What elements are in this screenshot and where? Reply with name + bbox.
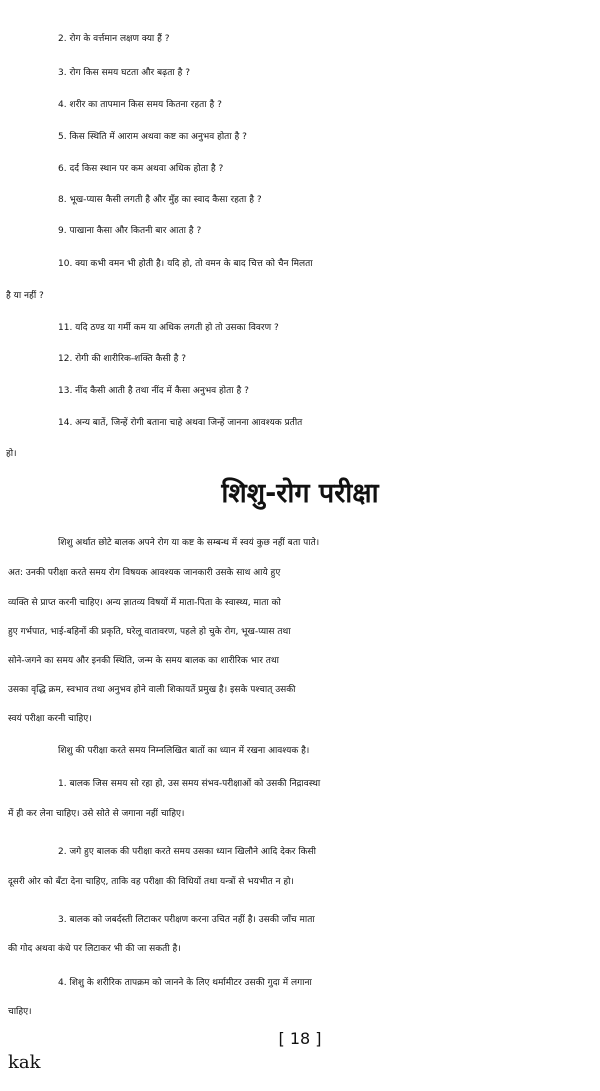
question-line: 10. क्या कभी वमन भी होती है। यदि हो, तो वमन के बाद चित्त को चैन मिलता [58, 259, 313, 269]
page-number: [ 18 ] [278, 1029, 322, 1048]
question-line: 3. रोग किस समय घटता और बढ़ता है ? [58, 68, 190, 78]
question-line: 12. रोगी की शारीरिक-शक्ति कैसी है ? [58, 354, 187, 364]
section-heading: शिशु-रोग परीक्षा [221, 478, 379, 509]
paragraph-line: सोने-जगने का समय और इनकी स्थिति, जन्म के समय बालक का शारीरिक भार तथा [8, 656, 279, 666]
question-line: 14. अन्य बातें, जिन्हें रोगी बताना चाहे अथवा जिन्हें जानना आवश्यक प्रतीत [58, 418, 303, 428]
question-line: 4. शरीर का तापमान किस समय कितना रहता है ? [58, 100, 222, 110]
point-line: की गोद अथवा कंधे पर लिटाकर भी की जा सकती है। [8, 944, 181, 954]
corner-mark: kak [8, 1052, 41, 1073]
point-line: 3. बालक को जबर्दस्ती लिटाकर परीक्षण करना उचित नहीं है। उसकी जाँच माता [58, 915, 315, 925]
point-line: दूसरी ओर को बँटा देना चाहिए, ताकि वह परीक्षा की विधियों तथा यन्त्रों से भयभीत न हो। [8, 877, 294, 887]
question-line: हो। [6, 449, 17, 459]
paragraph-line: स्वयं परीक्षा करनी चाहिए। [8, 714, 92, 724]
question-line: 6. दर्द किस स्थान पर कम अथवा अधिक होता है ? [58, 164, 224, 174]
question-line: 8. भूख-प्यास कैसी लगती है और मुँह का स्वाद कैसा रहता है ? [58, 195, 262, 205]
paragraph-line: हुए गर्भपात, भाई-बहिनों की प्रकृति, घरेलू वातावरण, पहले हो चुके रोग, भूख-प्यास तथा [8, 627, 291, 637]
paragraph-line: शिशु की परीक्षा करते समय निम्नलिखित बातों का ध्यान में रखना आवश्यक है। [58, 746, 310, 756]
question-line: 2. रोग के वर्त्तमान लक्षण क्या हैं ? [58, 34, 170, 44]
point-line: चाहिए। [8, 1007, 32, 1017]
paragraph-line: उसका वृद्धि क्रम, स्वभाव तथा अनुभव होने वाली शिकायतें प्रमुख है। इसके पश्चात् उसकी [8, 685, 296, 695]
question-line: है या नहीं ? [6, 291, 44, 301]
question-line: 9. पाखाना कैसा और कितनी बार आता है ? [58, 226, 202, 236]
point-line: 4. शिशु के शरीरिक तापक्रम को जानने के लिए थर्मामीटर उसकी गुदा में लगाना [58, 978, 312, 988]
point-line: में ही कर लेना चाहिए। उसे सोते से जगाना नहीं चाहिए। [8, 809, 185, 819]
paragraph-line: अत: उनकी परीक्षा करते समय रोग विषयक आवश्यक जानकारी उसके साथ आये हुए [8, 568, 281, 578]
paragraph-line: व्यक्ति से प्राप्त करनी चाहिए। अन्य ज्ञातव्य विषयों में माता-पिता के स्वास्थ्य, माता को [8, 598, 281, 608]
point-line: 2. जगे हुए बालक की परीक्षा करते समय उसका ध्यान खिलौने आदि देकर किसी [58, 847, 316, 857]
question-line: 5. किस स्थिति में आराम अथवा कष्ट का अनुभव होता है ? [58, 132, 247, 142]
question-line: 11. यदि ठण्ड या गर्मी कम या अधिक लगती हो तो उसका विवरण ? [58, 323, 279, 333]
paragraph-line: शिशु अर्थात छोटे बालक अपने रोग या कष्ट के सम्बन्ध में स्वयं कुछ नहीं बता पाते। [58, 538, 320, 548]
question-line: 13. नींद कैसी आती है तथा नींद में कैसा अनुभव होता है ? [58, 386, 249, 396]
point-line: 1. बालक जिस समय सो रहा हो, उस समय संभव-परीक्षाओं को उसकी निद्रावस्था [58, 779, 321, 789]
